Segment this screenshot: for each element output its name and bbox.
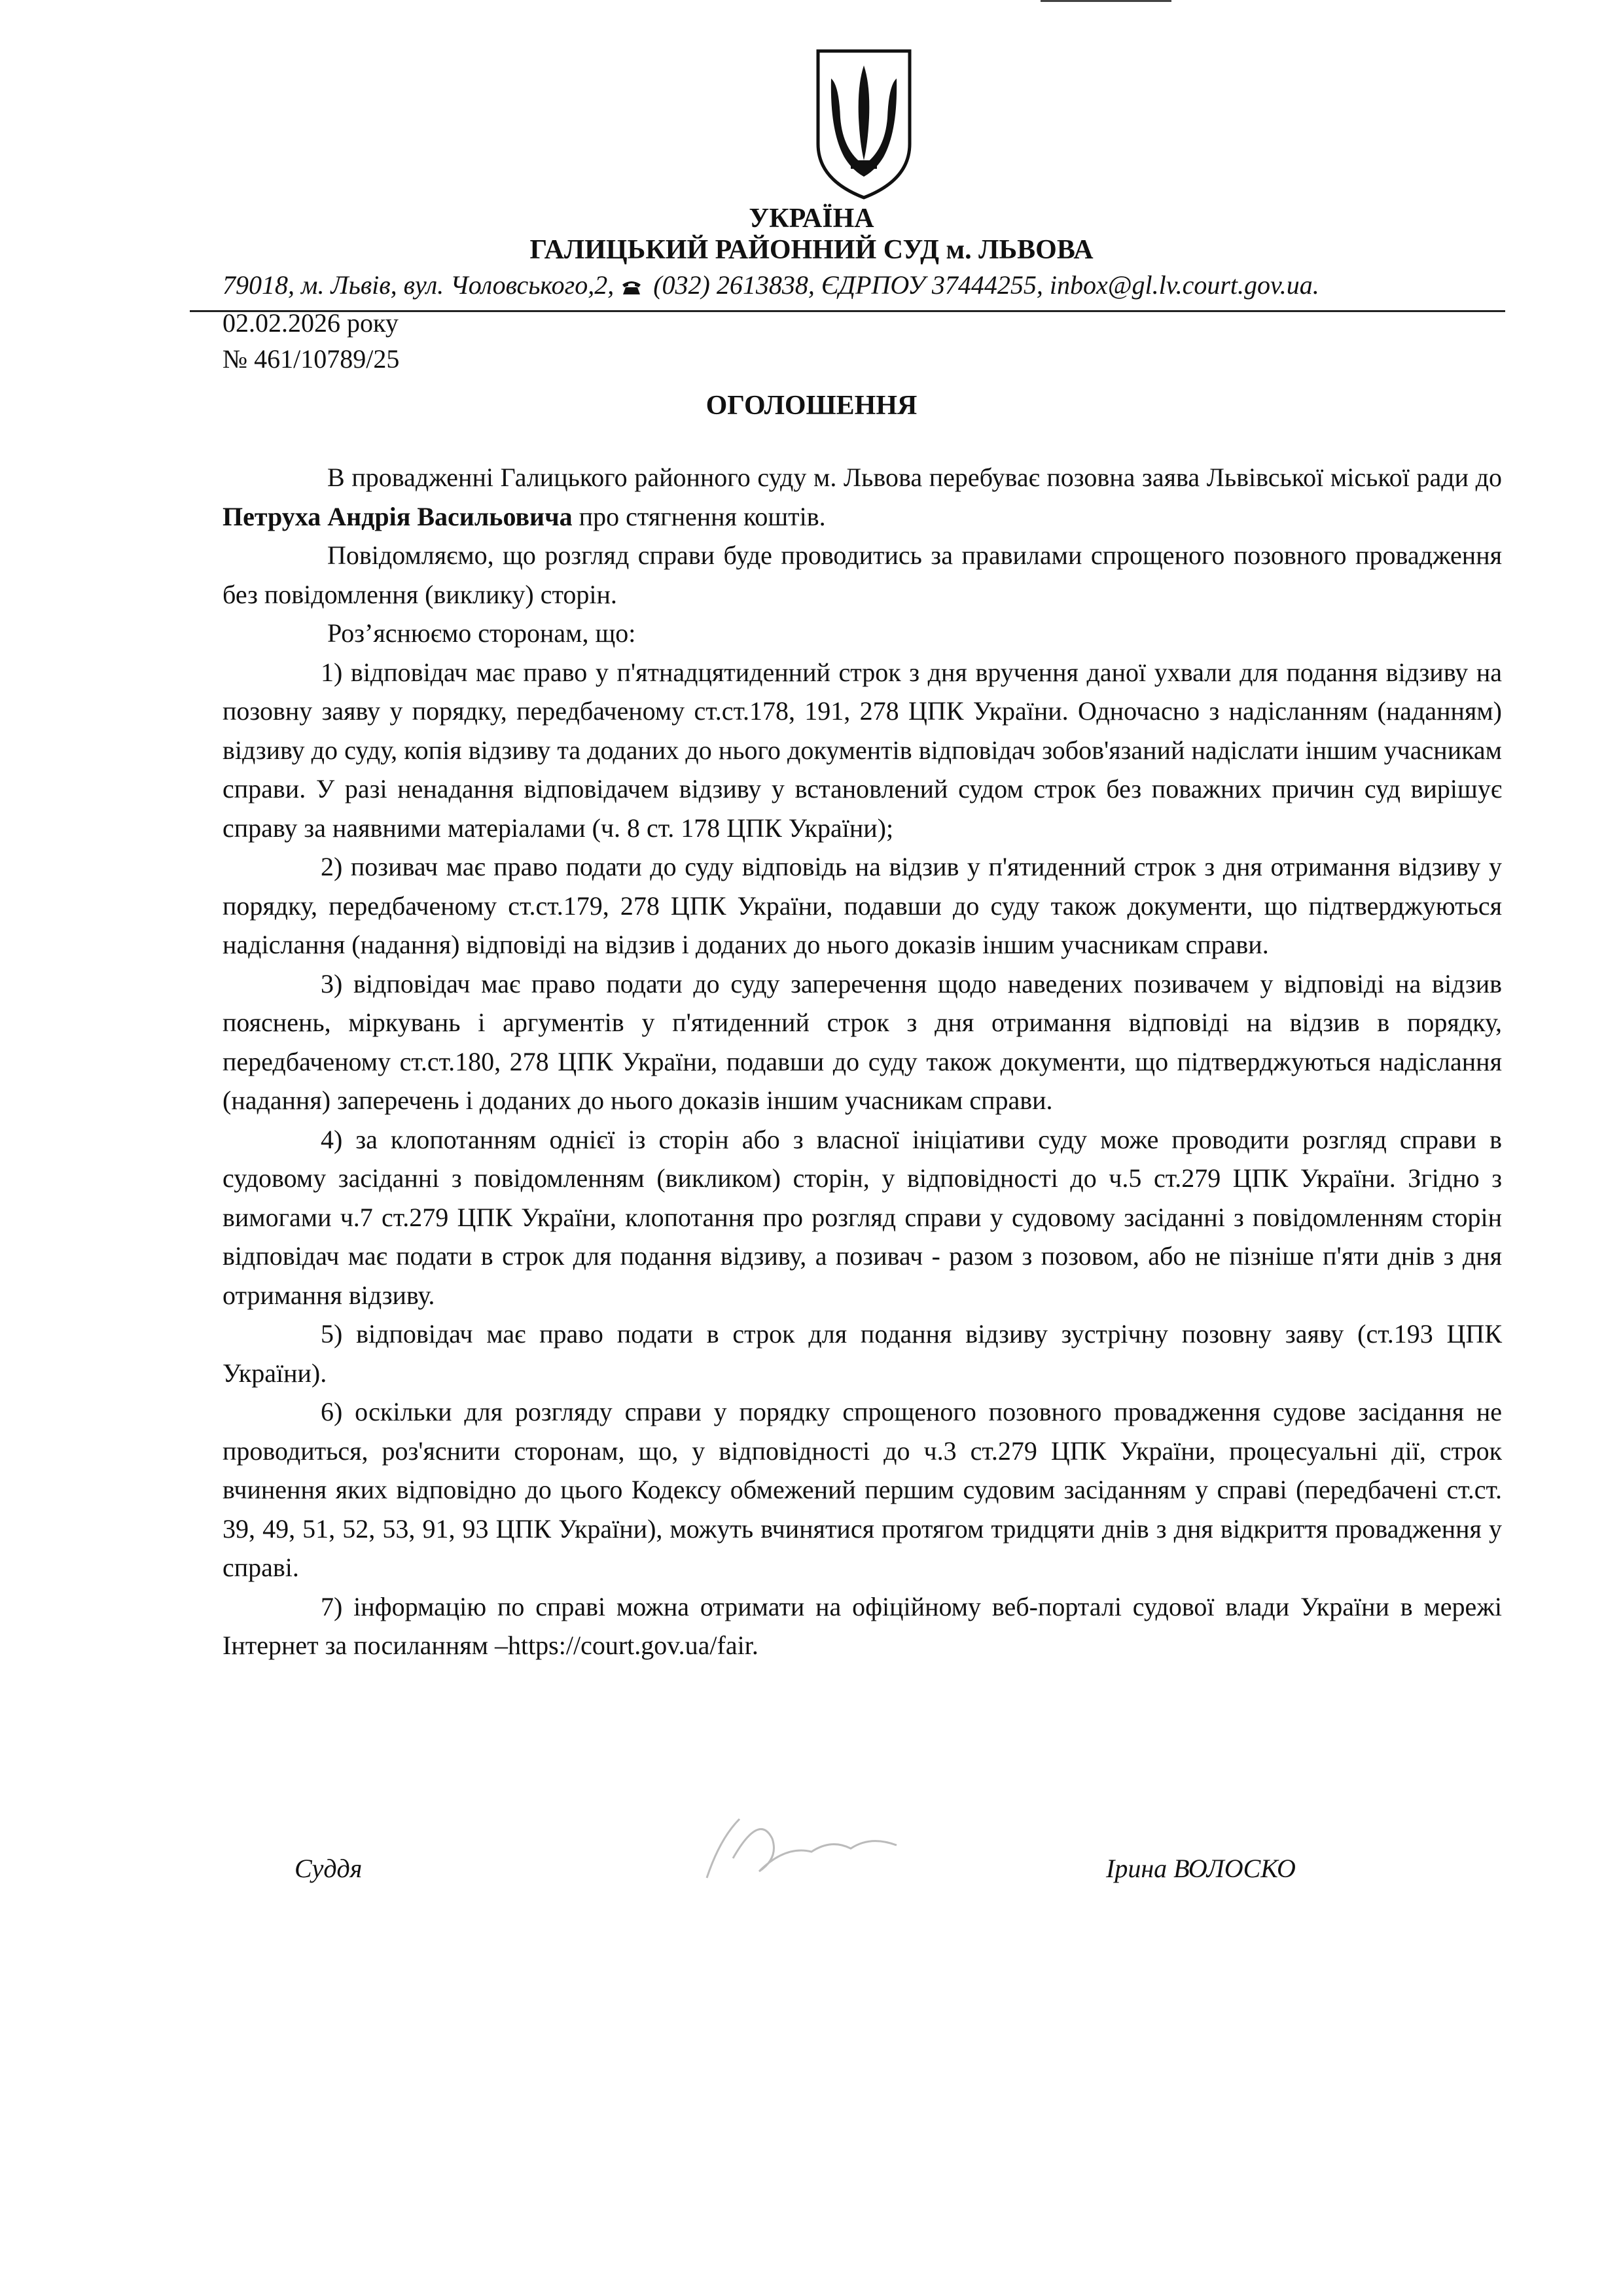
list-item: 7) інформацію по справі можна отримати на офіційному веб-порталі судової влади України в мережі Інтернет за посиланням –https://court.gov.ua/fair. [223, 1591, 1502, 1660]
list-item: 2) позивач має право подати до суду відповідь на відзив у п'ятиденний строк з дня отримання відзиву у порядку, передбаченому ст.ст.179, 278 ЦПК України, подавши до суду також документи, що підтверджуються надіслання (надання) відповіді на відзив і доданих до нього доказів іншим учасникам справи. [223, 852, 1502, 959]
email-address: inbox@gl.lv.court.gov.ua. [1049, 270, 1319, 300]
list-item: 3) відповідач має право подати до суду заперечення щодо наведених позивачем у відповіді на відзив пояснень, міркувань і аргументів у п'ятиденний строк з дня отримання відповіді на відзив в порядку, передбаченому ст.ст.180, 278 ЦПК України, подавши до суду також документи, що підтверджуються надіслання (надання) заперечень і доданих до нього доказів іншим учасникам справи. [223, 968, 1502, 1115]
document-title: ОГОЛОШЕННЯ [705, 391, 918, 421]
judge-name: Ірина ВОЛОСКО [1106, 1854, 1296, 1883]
court-name: ГАЛИЦЬКИЙ РАЙОННИЙ СУД м. ЛЬВОВА [529, 235, 1094, 265]
defendant-name: Петруха Андрія Васильовича [223, 501, 573, 531]
handwritten-signature [681, 1799, 929, 1891]
clarification-paragraph: Роз’яснюємо сторонам, що: [327, 618, 636, 648]
phone-number: (032) 2613838, [653, 270, 815, 300]
signature-label: Суддя [294, 1854, 363, 1883]
intro-paragraph: В провадженні Галицького районного суду м. Львова перебуває позовна заява Львівської міської ради до Петруха Андрія Васильовича про стягнення коштів. [223, 463, 1502, 531]
list-item: 5) відповідач має право подати в строк для подання відзиву зустрічну позовну заяву (ст.193 ЦПК України). [223, 1319, 1502, 1388]
list-item: 1) відповідач має право у п'ятнадцятиденний строк з дня вручення даної ухвали для подання відзиву на позовну заяву у порядку, передбаченому ст.ст.178, 191, 278 ЦПК України. Одночасно з надісланням (наданням) відзиву до суду, копія відзиву та доданих до нього документів відповідач зобов'язаний надіслати іншим учасникам справи. У разі ненадання відповідачем відзиву у встановлений судом строк без поважних причин суд вирішує справу за наявними матеріалами (ч. 8 ст. 178 ЦПК України); [223, 657, 1502, 843]
document-date: 02.02.2026 року [223, 308, 399, 338]
address: 79018, м. Львів, вул. Чоловського,2, [223, 270, 615, 300]
list-item: 6) оскільки для розгляду справи у порядку спрощеного позовного провадження судове засідання не проводиться, роз'яснити сторонам, що, у відповідності до ч.3 ст.279 ЦПК України, процесуальні дії, строк вчинення яких відповідно до цього Кодексу обмежений першим судовим засіданням у справі (передбачені ст.ст. 39, 49, 51, 52, 53, 91, 93 ЦПК України), можуть вчинятися протягом тридцяти днів з дня відкриття провадження у справі. [223, 1397, 1502, 1582]
telephone-icon [620, 279, 643, 295]
notice-paragraph: Повідомляємо, що розгляд справи буде проводитись за правилами спрощеного позовного провадження без повідомлення (виклику) сторін. [223, 540, 1502, 609]
court-contacts [223, 270, 1319, 300]
list-item: 4) за клопотанням однієї із сторін або з власної ініціативи суду може проводити розгляд справи в судовому засіданні з повідомленням (викликом) сторін, у відповідності до ч.5 ст.279 ЦПК України. Згідно з вимогами ч.7 ст.279 ЦПК України, клопотання про розгляд справи у судовому засіданні з повідомленням сторін відповідач має подати в строк для подання відзиву, а позивач - разом з позовом, або не пізніше п'яти днів з дня отримання відзиву. [223, 1124, 1502, 1310]
country-name: УКРАЇНА [749, 203, 874, 234]
top-rule [1041, 0, 1171, 2]
edrpou-code: ЄДРПОУ 37444255, [821, 270, 1043, 300]
document-body [223, 458, 1502, 1665]
case-number: № 461/10789/25 [223, 344, 400, 374]
trident-emblem-icon [812, 46, 916, 203]
